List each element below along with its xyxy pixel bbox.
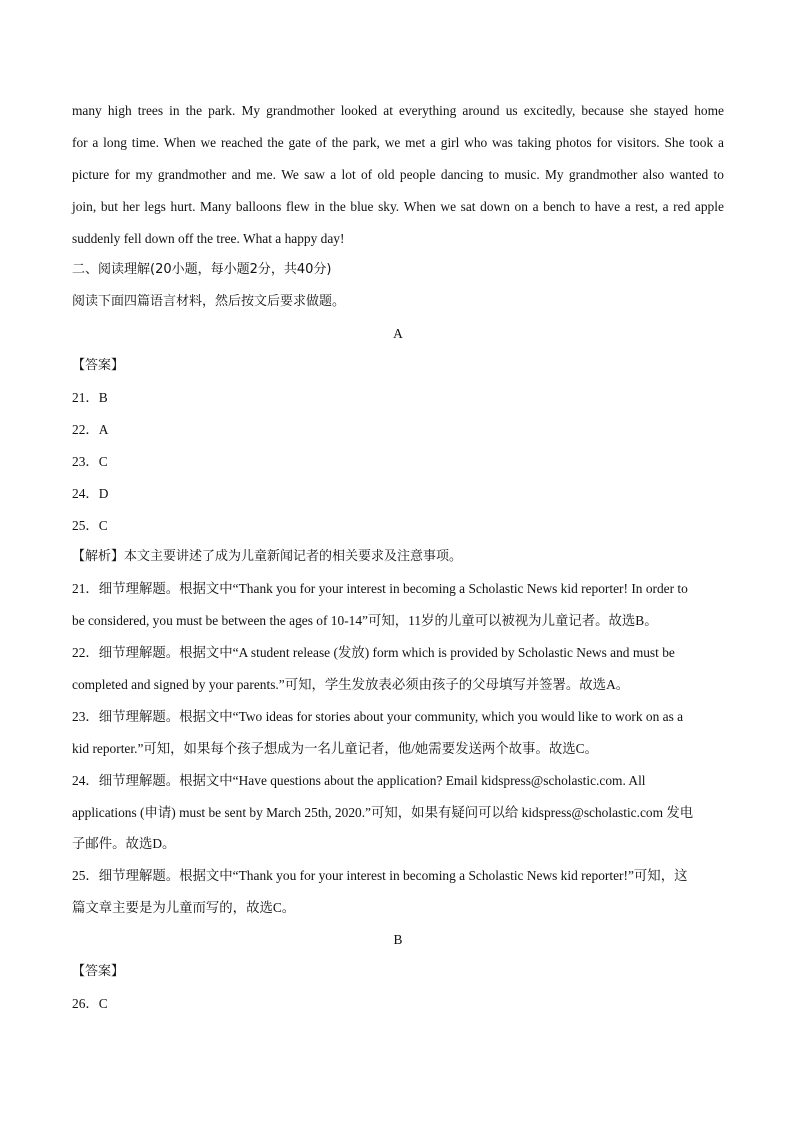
answer-item: 22．A — [72, 421, 109, 437]
part-b-answer-heading: 【答案】 — [72, 964, 125, 980]
explanation-line: 21．细节理解题。根据文中“Thank you for your interest in becoming a Scholastic News kid reporter! In order to — [72, 581, 688, 597]
part-b-label: B — [393, 932, 403, 948]
explanation-line: be considered, you must be between the ages of 10-14”可知，11岁的儿童可以被视为儿童记者。故选B。 — [72, 613, 658, 629]
explanation-line: 子邮件。故选D。 — [72, 836, 176, 852]
part-a-label: A — [393, 326, 403, 342]
answer-item: 24．D — [72, 485, 109, 501]
explanation-line: 23．细节理解题。根据文中“Two ideas for stories about your community, which you would like to work on as a — [72, 708, 684, 724]
explanation-23 — [72, 701, 724, 765]
explanation-line: 篇文章主要是为儿童而写的，故选C。 — [72, 900, 296, 916]
explanation-line: kid reporter.”可知，如果每个孩子想成为一名儿童记者，他/她需要发送两个故事。故选C。 — [72, 740, 598, 756]
passage-text — [72, 95, 724, 254]
page-content — [72, 95, 724, 1020]
part-a-answer-heading: 【答案】 — [72, 358, 125, 374]
passage-line: for a long time. When we reached the gate of the park, we met a girl who was taking photos for visitors. She took a — [72, 134, 724, 150]
analysis-intro: 【解析】本文主要讲述了成为儿童新闻记者的相关要求及注意事项。 — [72, 549, 463, 565]
explanation-line: applications (申请) must be sent by March 25th, 2020.”可知，如果有疑问可以给 kidspress@scholastic.com 发电 — [72, 804, 694, 820]
passage-line: join, but her legs hurt. Many balloons flew in the blue sky. When we sat down on a bench to have a rest, a red apple — [72, 198, 724, 214]
passage-line: suddenly fell down off the tree. What a happy day! — [72, 230, 345, 246]
explanation-24 — [72, 765, 724, 861]
explanation-line: 22．细节理解题。根据文中“A student release (发放) form which is provided by Scholastic News and must be — [72, 645, 675, 661]
passage-line: many high trees in the park. My grandmother looked at everything around us excitedly, because she stayed home — [72, 103, 724, 118]
passage-line: picture for my grandmother and me. We saw a lot of old people dancing to music. My grandmother also wanted to — [72, 166, 724, 182]
explanation-22 — [72, 637, 724, 701]
explanation-21 — [72, 573, 724, 637]
section-title: 二、阅读理解(20小题，每小题2分，共40分) — [72, 262, 332, 278]
explanation-25 — [72, 860, 724, 924]
answer-item: 23．C — [72, 453, 108, 469]
explanation-line: completed and signed by your parents.”可知，学生发放表必须由孩子的父母填写并签署。故选A。 — [72, 677, 630, 693]
answer-item: 21．B — [72, 390, 108, 406]
explanation-line: 24．细节理解题。根据文中“Have questions about the application? Email kidspress@scholastic.com. All — [72, 772, 646, 788]
section-instruction: 阅读下面四篇语言材料，然后按文后要求做题。 — [72, 294, 346, 310]
answer-item: 26．C — [72, 995, 108, 1011]
answer-item: 25．C — [72, 517, 108, 533]
explanation-line: 25．细节理解题。根据文中“Thank you for your interest in becoming a Scholastic News kid reporter!”可知，这 — [72, 868, 688, 884]
